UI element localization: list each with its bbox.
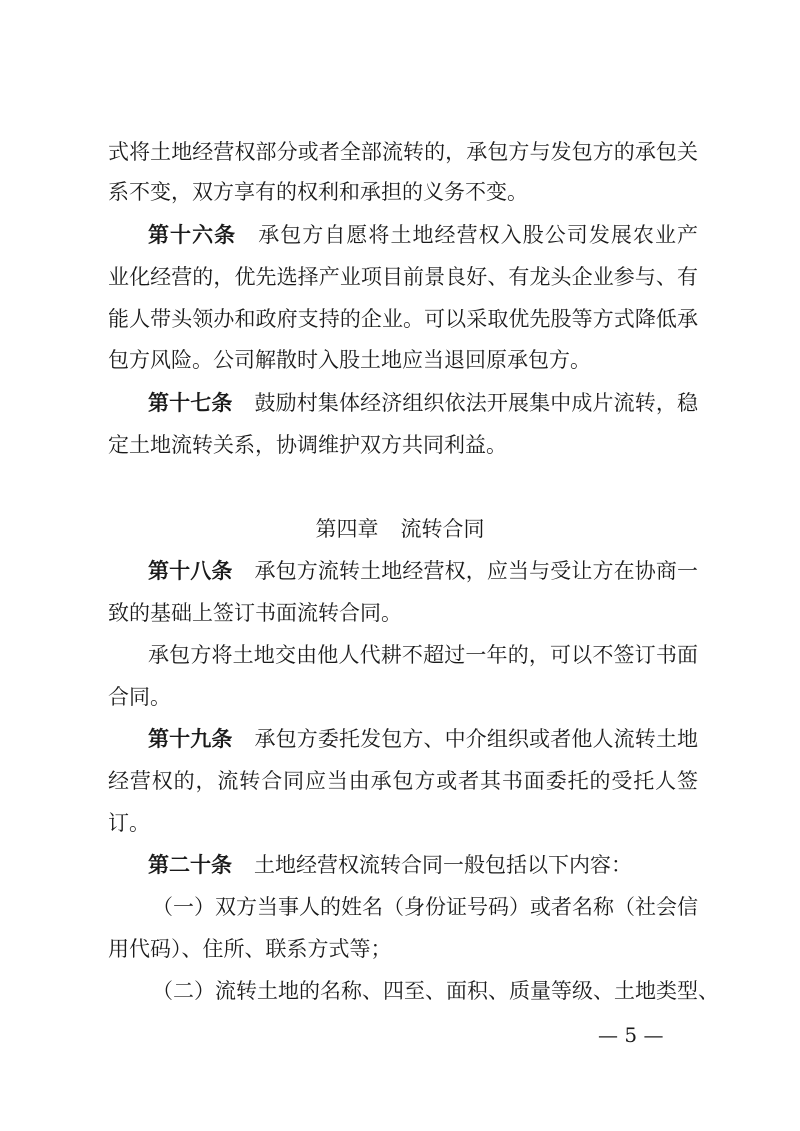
- text-line: （二）流转土地的名称、四至、面积、质量等级、土地类型、: [152, 979, 719, 1003]
- text-span: 土地经营权流转合同一般包括以下内容：: [254, 853, 632, 877]
- article-17-label: 第十七条: [148, 391, 233, 415]
- text-line: 合同。: [108, 685, 171, 709]
- text-line: 能人带头领办和政府支持的企业。可以采取优先股等方式降低承: [108, 307, 698, 331]
- text-line: （一）双方当事人的姓名（身份证号码）或者名称（社会信: [152, 895, 698, 919]
- text-span: 鼓励村集体经济组织依法开展集中成片流转，稳: [254, 391, 698, 415]
- text-line: 订。: [108, 811, 150, 835]
- text-line: 业化经营的，优先选择产业项目前景良好、有龙头企业参与、有: [108, 265, 698, 289]
- text-line: 承包方将土地交由他人代耕不超过一年的，可以不签订书面: [148, 643, 698, 667]
- text-span: 承包方流转土地经营权，应当与受让方在协商一: [254, 559, 698, 583]
- article-20-label: 第二十条: [148, 853, 232, 877]
- article-18-paragraph: [148, 556, 698, 586]
- chapter-title: 流转合同: [400, 517, 485, 541]
- article-20-paragraph: [148, 850, 698, 880]
- article-16-label: 第十六条: [148, 223, 237, 247]
- article-17-paragraph: [148, 388, 698, 418]
- chapter-number: 第四章: [315, 517, 379, 541]
- text-line: 经营权的，流转合同应当由承包方或者其书面委托的受托人签: [108, 769, 698, 793]
- chapter-heading: [0, 514, 800, 544]
- text-line: 包方风险。公司解散时入股土地应当退回原承包方。: [108, 348, 591, 372]
- article-16-paragraph: [148, 220, 698, 250]
- article-19-label: 第十九条: [148, 727, 233, 751]
- text-line: 定土地流转关系，协调维护双方共同利益。: [108, 433, 507, 457]
- article-18-label: 第十八条: [148, 559, 233, 583]
- text-span: 承包方委托发包方、中介组织或者他人流转土地: [254, 727, 698, 751]
- text-line: 式将土地经营权部分或者全部流转的，承包方与发包方的承包关: [108, 140, 698, 164]
- text-line: 系不变，双方享有的权利和承担的义务不变。: [108, 180, 528, 204]
- text-line: 致的基础上签订书面流转合同。: [108, 601, 402, 625]
- text-line: 用代码）、住所、联系方式等；: [108, 937, 392, 961]
- text-span: 承包方自愿将土地经营权入股公司发展农业产: [258, 223, 699, 247]
- page-number: — 5 —: [598, 1023, 664, 1047]
- article-19-paragraph: [148, 724, 698, 754]
